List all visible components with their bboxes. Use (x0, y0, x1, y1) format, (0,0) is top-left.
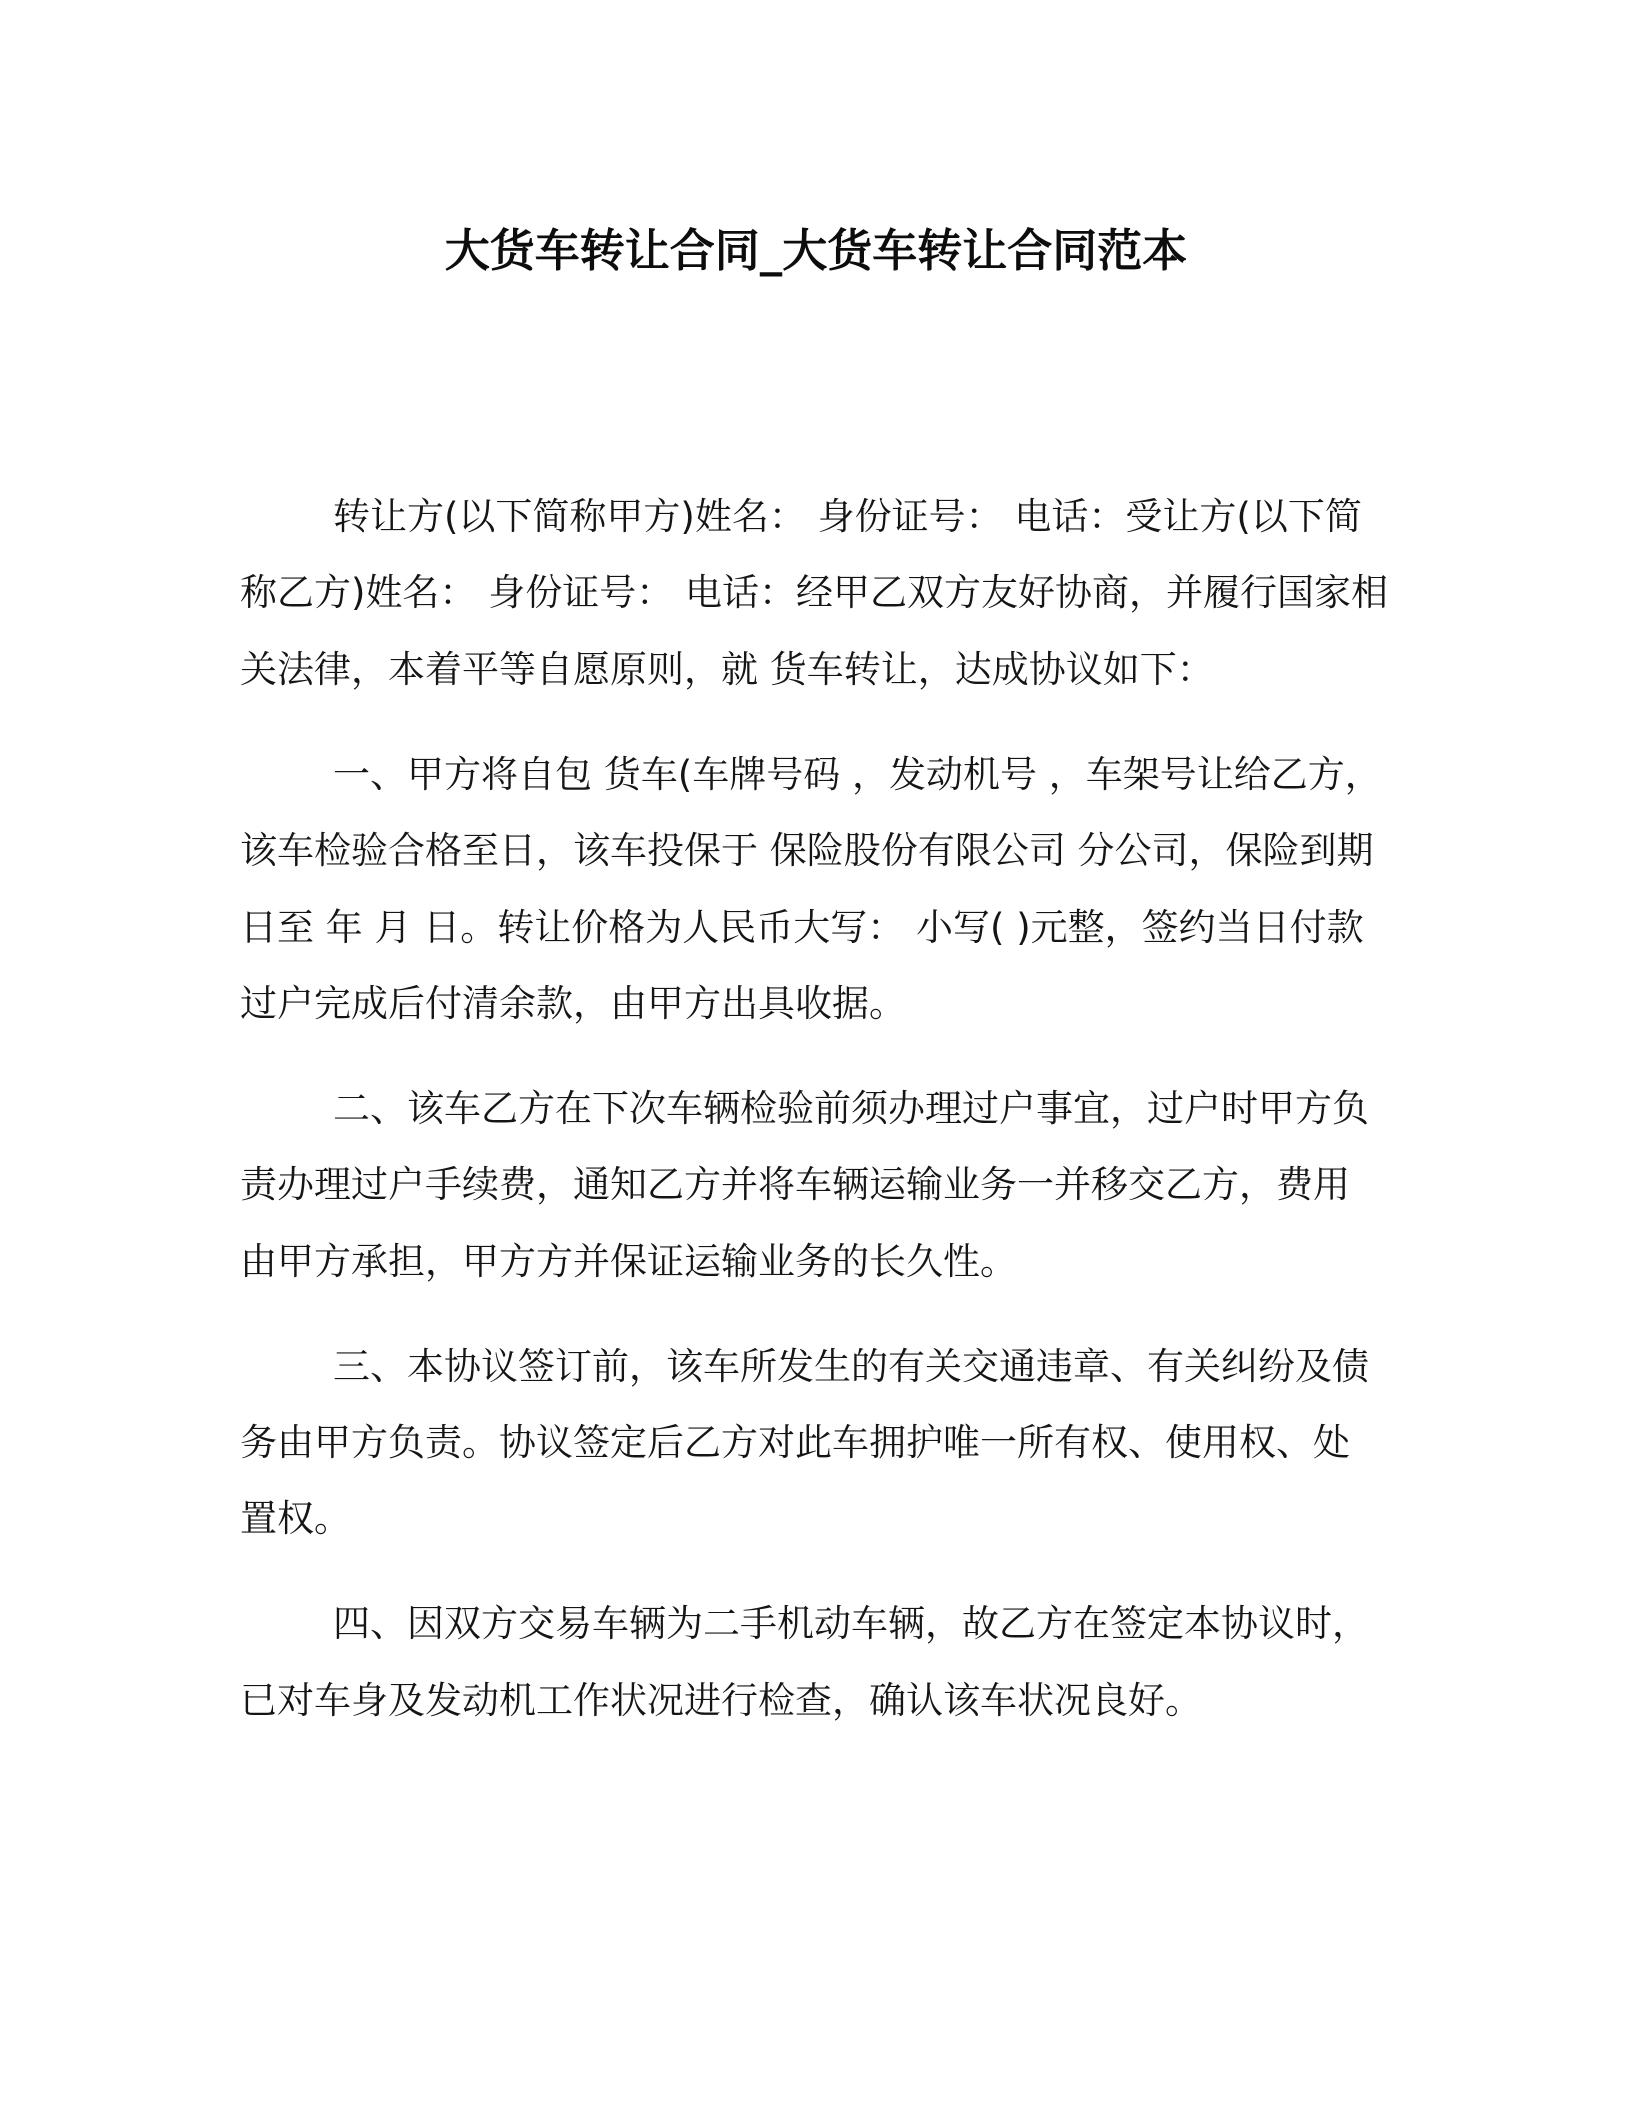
paragraph-line: 三、本协议签订前，该车所发生的有关交通违章、有关纠纷及债 (333, 1344, 1369, 1388)
paragraph-line: 四、因双方交易车辆为二手机动车辆，故乙方在签定本协议时， (333, 1602, 1369, 1646)
paragraph-line: 二、该车乙方在下次车辆检验前须办理过户事宜，过户时甲方负 (333, 1086, 1369, 1130)
paragraph-line: 务由甲方负责。协议签定后乙方对此车拥护唯一所有权、使用权、处 (240, 1421, 1350, 1465)
paragraph-clause-2 (240, 1071, 1440, 1300)
paragraph-clause-4 (240, 1586, 1440, 1739)
paragraph-line: 称乙方)姓名： 身份证号： 电话：经甲乙双方友好协商，并履行国家相 (240, 571, 1388, 615)
paragraph-line: 关法律，本着平等自愿原则，就 货车转让，达成协议如下： (240, 647, 1214, 691)
paragraph-line: 该车检验合格至日，该车投保于 保险股份有限公司 分公司，保险到期 (240, 829, 1374, 873)
paragraph-clause-3 (240, 1329, 1440, 1558)
paragraph-clause-1 (240, 737, 1440, 1043)
paragraph-line: 过户完成后付清余款，由甲方出具收据。 (240, 981, 906, 1025)
paragraph-line: 责办理过户手续费，通知乙方并将车辆运输业务一并移交乙方，费用 (240, 1163, 1350, 1207)
document-body (240, 479, 1440, 1739)
document-title: 大货车转让合同_大货车转让合同范本 (444, 224, 1188, 277)
paragraph-line: 转让方(以下简称甲方)姓名： 身份证号： 电话：受让方(以下简 (333, 495, 1362, 538)
paragraph-line: 日至 年 月 日。转让价格为人民币大写： 小写( )元整，签约当日付款 (240, 905, 1364, 949)
paragraph-line: 由甲方承担，甲方方并保证运输业务的长久性。 (240, 1239, 1017, 1283)
paragraph-intro (240, 479, 1440, 708)
paragraph-line: 一、甲方将自包 货车(车牌号码 ，发动机号 ，车架号让给乙方， (333, 752, 1382, 796)
paragraph-line: 置权。 (240, 1497, 351, 1541)
paragraph-line: 已对车身及发动机工作状况进行检查，确认该车状况良好。 (240, 1678, 1202, 1722)
